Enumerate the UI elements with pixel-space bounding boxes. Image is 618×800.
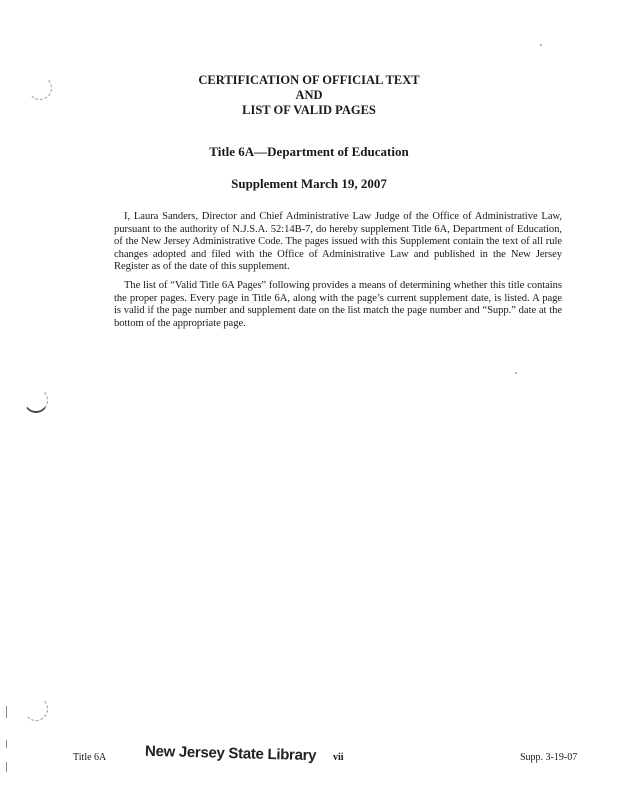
valid-pages-paragraph: The list of “Valid Title 6A Pages” following provides a means of determining whether this title contains the proper pages. Every page in Title 6A, along with the page’s current supplement date, is listed. A page is valid if the page number and supplement date on the list match the page number and “Supp.” date at the bottom of the appropriate page. [114,280,562,329]
footer-title-ref: Title 6A [73,752,107,763]
binder-hole-mark [24,697,48,721]
scan-speck [540,44,542,46]
certification-heading: CERTIFICATION OF OFFICIAL TEXT [198,73,420,87]
binder-hole-mark [24,388,48,413]
edge-scan-mark [6,740,7,748]
title-heading: Title 6A—Department of Education [209,144,409,159]
certification-heading-and: AND [295,88,323,102]
footer-supp-date: Supp. 3-19-07 [520,752,578,763]
edge-scan-mark [6,762,7,772]
footer-page-number: vii [333,752,344,763]
library-stamp: New Jersey State Library [144,742,317,765]
valid-pages-heading: LIST OF VALID PAGES [242,103,376,117]
certification-paragraph: I, Laura Sanders, Director and Chief Administrative Law Judge of the Office of Administrative Law, pursuant to the authority of N.J.S.A. 52:14B-7, do hereby supplement Title 6A, Department of Education, of the New Jersey Administrative Code. The pages issued with this Supplement contain the text of all rule changes adopted and filed with the Office of Administrative Law and published in the New Jersey Register as of the date of this supplement. [114,211,562,273]
supplement-date-heading: Supplement March 19, 2007 [231,176,387,191]
scan-speck [515,372,517,374]
edge-scan-mark [6,706,7,718]
